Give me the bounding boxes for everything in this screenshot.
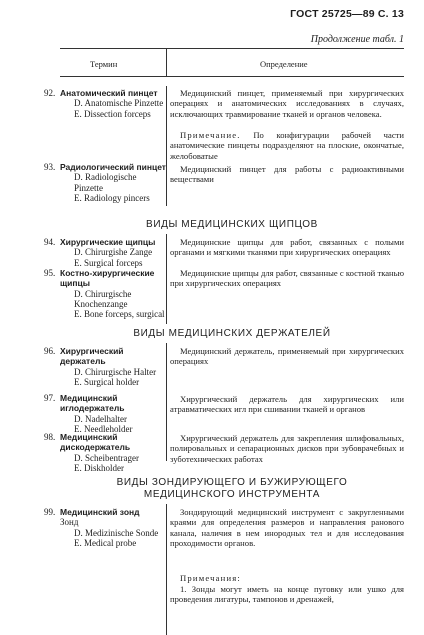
definition-97: Хирургический держатель для хирургических или атравматических игл при сшивании тканей и органов: [170, 394, 404, 415]
term-name: Хирургические щипцы: [60, 237, 156, 247]
term-english: E. Diskholder: [74, 462, 124, 473]
term-german: D. Anatomische Pinzette: [74, 98, 164, 109]
term-entry-93: [44, 162, 166, 203]
continuation-label: Продолжение табл. 1: [310, 34, 404, 45]
term-english: E. Needleholder: [74, 423, 133, 434]
term-entry-95: [44, 268, 166, 320]
term-english: E. Surgical forceps: [74, 257, 143, 268]
entry-number: 94.: [44, 237, 56, 247]
term-german: D. Nadelhalter: [74, 413, 127, 424]
entry-number: 98.: [44, 432, 56, 442]
column-divider: [166, 343, 167, 461]
note-label-99: [170, 573, 404, 583]
term-synonym: Зонд: [60, 517, 79, 528]
column-header-term: Термин: [90, 59, 118, 69]
entry-number: 93.: [44, 162, 56, 172]
section-heading-line: МЕДИЦИНСКОГО ИНСТРУМЕНТА: [143, 489, 321, 500]
section-heading-holders: ВИДЫ МЕДИЦИНСКИХ ДЕРЖАТЕЛЕЙ: [133, 328, 331, 339]
definition-95: Медицинские щипцы для работ, связанные с костной тканью при хирургических операциях: [170, 268, 404, 289]
section-heading-forceps: ВИДЫ МЕДИЦИНСКИХ ЩИПЦОВ: [146, 219, 318, 230]
term-name: Радиологический пинцет: [60, 162, 166, 172]
term-english: E. Radiology pincers: [74, 192, 150, 203]
term-entry-92: [44, 88, 166, 119]
term-name: Костно-хирургические щипцы: [60, 268, 155, 289]
column-header-definition: Определение: [260, 59, 308, 69]
table-header-rule: [60, 76, 404, 77]
page-header: ГОСТ 25725—89 С. 13: [290, 8, 404, 20]
term-english: E. Medical probe: [74, 537, 137, 548]
note-99: 1. Зонды могут иметь на конце пуговку или ушко для проведения лигатуры, тампонов и дренажей,: [170, 584, 404, 605]
term-german: D. Radiologische Pinzette: [74, 172, 137, 193]
note-label: Примечание.: [180, 130, 241, 140]
term-name: Медицинский зонд: [60, 507, 140, 517]
term-name: Медицинский иглодержатель: [60, 393, 125, 414]
note-92: [170, 130, 404, 161]
entry-number: 92.: [44, 88, 56, 98]
definition-96: Медицинский держатель, применяемый при хирургических операциях: [170, 346, 404, 367]
term-entry-94: [44, 237, 166, 268]
entry-number: 96.: [44, 346, 56, 356]
term-english: E. Surgical holder: [74, 376, 140, 387]
note-label: Примечания:: [180, 573, 242, 583]
term-name: Анатомический пинцет: [60, 88, 158, 98]
table-top-rule: [60, 48, 404, 49]
term-entry-98: [44, 432, 166, 473]
column-divider: [166, 504, 167, 635]
column-divider: [166, 48, 167, 76]
definition-93: Медицинский пинцет для работы с радиоактивными веществами: [170, 164, 404, 185]
entry-number: 97.: [44, 393, 56, 403]
column-divider: [166, 234, 167, 324]
term-english: E. Dissection forceps: [74, 108, 151, 119]
term-german: D. Scheibentrager: [74, 452, 139, 463]
definition-92: Медицинский пинцет, применяемый при хирургических операциях и анатомических исследованиях в случаях, исключающих травмирование тканей и органов человека.: [170, 88, 404, 119]
term-entry-96: [44, 346, 166, 387]
entry-number: 99.: [44, 507, 56, 517]
definition-98: Хирургический держатель для закрепления шлифовальных, полировальных и сепарационных дисков при зубоврачебных и зуботехнических работах: [170, 433, 404, 464]
definition-94: Медицинские щипцы для работ, связанных с полыми органами и мягкими тканями при хирургических операциях: [170, 237, 404, 258]
definition-99: Зондирующий медицинский инструмент с закругленными краями для определения размеров и направления ранового канала, наличия в нем инородных тел и для исследования проходимости органов.: [170, 507, 404, 548]
section-heading-line: ВИДЫ ЗОНДИРУЮЩЕГО И БУЖИРУЮЩЕГО: [116, 477, 348, 488]
note-text: По конфигурации рабочей части анатомические пинцеты подразделяют на плоские, окончатые, желобоватые: [170, 130, 404, 161]
term-german: D. Chirurgische Halter: [74, 366, 157, 377]
term-german: D. Chirurgische Knochenzange: [74, 288, 132, 309]
section-heading-probes: [60, 477, 404, 501]
term-name: Хирургический держатель: [60, 346, 124, 367]
entry-number: 95.: [44, 268, 56, 278]
column-divider: [166, 86, 167, 206]
term-german: D. Medizinische Sonde: [74, 527, 159, 538]
term-entry-97: [44, 393, 166, 434]
term-german: D. Chirurgishe Zange: [74, 247, 153, 258]
term-entry-99: [44, 507, 166, 548]
term-english: E. Bone forceps, surgical: [74, 309, 165, 320]
term-name: Медицинский дискодержатель: [60, 432, 131, 453]
